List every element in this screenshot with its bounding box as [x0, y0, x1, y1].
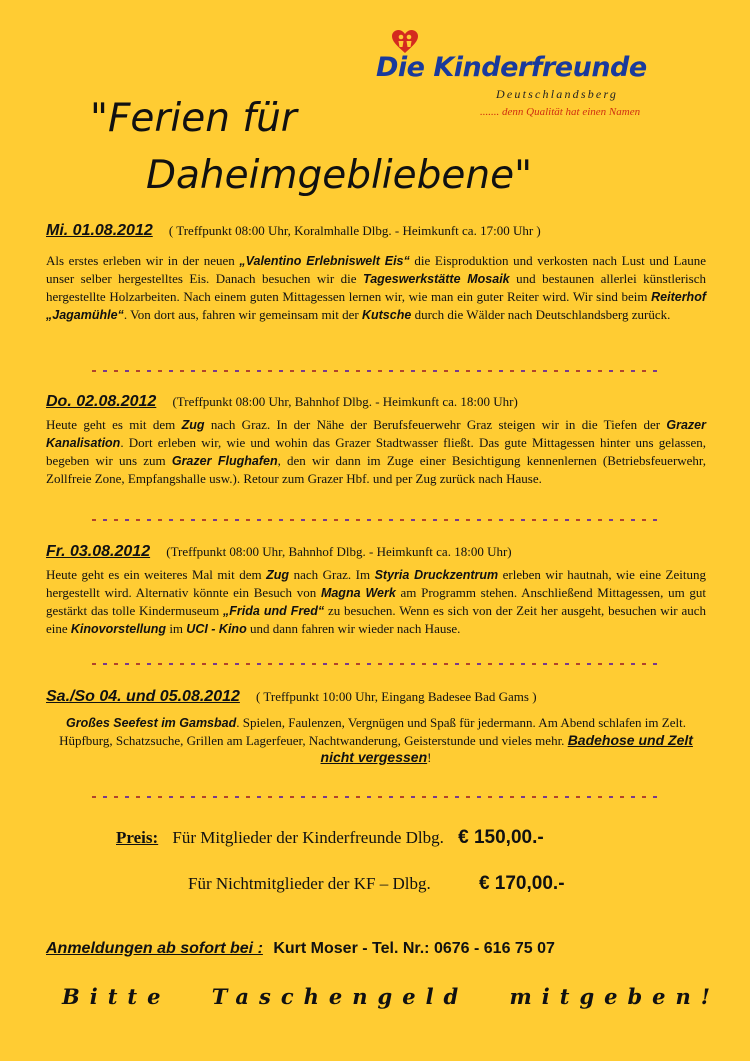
separator-dot	[587, 370, 591, 372]
day-section-3	[46, 543, 706, 638]
separator-dot	[609, 796, 613, 798]
separator-dot	[565, 796, 569, 798]
separator-dot	[488, 796, 492, 798]
separator-dot	[158, 663, 162, 665]
separator-dot	[378, 663, 382, 665]
separator-dot	[411, 370, 415, 372]
separator-dot	[345, 796, 349, 798]
price-nonmembers	[188, 873, 565, 895]
highlight: Kutsche	[361, 308, 412, 322]
logo-wordmark: Die Kinderfreunde	[376, 52, 647, 83]
separator-dot	[653, 796, 657, 798]
separator-dot	[224, 663, 228, 665]
day-section-1	[46, 222, 706, 324]
separator-dot	[169, 519, 173, 521]
separator-dot	[169, 663, 173, 665]
separator-dot	[191, 663, 195, 665]
highlight: Grazer Flughafen	[171, 454, 278, 468]
separator-dot	[653, 370, 657, 372]
separator-dot	[92, 796, 96, 798]
separator-dot	[158, 519, 162, 521]
dotted-separator	[92, 663, 658, 667]
separator-dot	[158, 796, 162, 798]
text: am Programm stehen. Anschließend Mittagessen, um gut gestärkt das tolle Kindermuseum	[46, 585, 706, 618]
separator-dot	[642, 519, 646, 521]
separator-dot	[136, 519, 140, 521]
separator-dot	[389, 519, 393, 521]
separator-dot	[477, 370, 481, 372]
separator-dot	[367, 370, 371, 372]
separator-dot	[653, 519, 657, 521]
title-line-1: "Ferien für	[90, 96, 297, 141]
day-date: Sa./So 04. und 05.08.2012	[46, 688, 240, 705]
separator-dot	[488, 519, 492, 521]
separator-dot	[92, 663, 96, 665]
text: erleben wir hautnah, wie eine Zeitung hergestellt wird. Alternativ könnte ein Besuch von	[46, 567, 706, 600]
separator-dot	[389, 663, 393, 665]
separator-dot	[268, 796, 272, 798]
separator-dot	[114, 519, 118, 521]
separator-dot	[488, 370, 492, 372]
separator-dot	[257, 796, 261, 798]
separator-dot	[114, 663, 118, 665]
day-meeting-info: (Treffpunkt 08:00 Uhr, Bahnhof Dlbg. - Heimkunft ca. 18:00 Uhr)	[166, 544, 512, 559]
separator-dot	[257, 519, 261, 521]
separator-dot	[356, 370, 360, 372]
separator-dot	[554, 663, 558, 665]
text: und bestaunen allerlei künstlerisch hergestellte Holzarbeiten. Nach einem guten Mittagessen lernen wir, wie man ein guter Reiter wird. Wir sind beim	[46, 271, 706, 304]
text: , den wir dann im Zuge einer Besichtigung kennenlernen (Betriebsfeuerwehr, Zollfreie Zone, Empfangshalle usw.). Retour zum Grazer Hbf. und per Zug zurück nach Hause.	[46, 453, 706, 486]
separator-dot	[103, 796, 107, 798]
separator-dot	[290, 519, 294, 521]
separator-dot	[620, 663, 624, 665]
registration-contact: Kurt Moser - Tel. Nr.: 0676 - 616 75 07	[273, 940, 555, 957]
price-nonmembers-text: Für Nichtmitglieder der KF – Dlbg.	[188, 874, 431, 893]
separator-dot	[103, 370, 107, 372]
separator-dot	[191, 796, 195, 798]
separator-dot	[147, 370, 151, 372]
text: nach Graz. In der Nähe der Berufsfeuerwehr Graz steigen wir in die Tiefen der	[204, 417, 667, 432]
highlight: „Valentino Erlebniswelt Eis“	[239, 254, 410, 268]
separator-dot	[246, 370, 250, 372]
day-section-2	[46, 393, 706, 487]
separator-dot	[488, 663, 492, 665]
separator-dot	[356, 519, 360, 521]
day-date: Do. 02.08.2012	[46, 393, 157, 410]
separator-dot	[631, 519, 635, 521]
day-header	[46, 543, 706, 561]
day-header	[46, 393, 706, 411]
separator-dot	[136, 663, 140, 665]
separator-dot	[609, 663, 613, 665]
separator-dot	[521, 796, 525, 798]
separator-dot	[455, 663, 459, 665]
separator-dot	[367, 663, 371, 665]
page-title	[90, 90, 533, 204]
dotted-separator	[92, 796, 658, 800]
separator-dot	[147, 796, 151, 798]
separator-dot	[367, 519, 371, 521]
separator-dot	[290, 370, 294, 372]
separator-dot	[180, 796, 184, 798]
separator-dot	[422, 519, 426, 521]
separator-dot	[400, 370, 404, 372]
separator-dot	[400, 663, 404, 665]
separator-dot	[334, 370, 338, 372]
separator-dot	[158, 370, 162, 372]
highlight: Kinovorstellung	[70, 622, 167, 636]
heart-children-icon	[392, 30, 418, 54]
separator-dot	[136, 370, 140, 372]
separator-dot	[378, 796, 382, 798]
separator-dot	[433, 519, 437, 521]
separator-dot	[257, 663, 261, 665]
separator-dot	[125, 519, 129, 521]
separator-dot	[312, 663, 316, 665]
separator-dot	[169, 370, 173, 372]
highlight: Reiterhof „Jagamühle“	[46, 290, 706, 322]
separator-dot	[543, 796, 547, 798]
separator-dot	[147, 519, 151, 521]
separator-dot	[191, 519, 195, 521]
separator-dot	[290, 663, 294, 665]
day-description	[46, 714, 706, 766]
separator-dot	[301, 370, 305, 372]
separator-dot	[411, 663, 415, 665]
separator-dot	[345, 519, 349, 521]
separator-dot	[301, 796, 305, 798]
separator-dot	[334, 796, 338, 798]
day-meeting-info: (Treffpunkt 08:00 Uhr, Bahnhof Dlbg. - Heimkunft ca. 18:00 Uhr)	[172, 394, 518, 409]
separator-dot	[576, 663, 580, 665]
separator-dot	[521, 519, 525, 521]
separator-dot	[620, 370, 624, 372]
day-header	[46, 222, 706, 240]
separator-dot	[191, 370, 195, 372]
reminder-highlight: Badehose und Zelt nicht vergessen	[320, 732, 693, 765]
day-date: Mi. 01.08.2012	[46, 222, 153, 239]
day-description	[46, 566, 706, 638]
price-nonmembers-amount: € 170,00.-	[478, 873, 565, 894]
highlight: Großes Seefest im Gamsbad	[66, 716, 237, 730]
separator-dot	[642, 663, 646, 665]
separator-dot	[620, 519, 624, 521]
day-date: Fr. 03.08.2012	[46, 543, 151, 560]
separator-dot	[202, 796, 206, 798]
separator-dot	[609, 519, 613, 521]
separator-dot	[499, 663, 503, 665]
separator-dot	[554, 796, 558, 798]
separator-dot	[147, 663, 151, 665]
separator-dot	[532, 663, 536, 665]
text: zu besuchen. Wenn es sich von der Zeit her ausgeht, besuchen wir auch eine	[46, 603, 706, 636]
separator-dot	[576, 519, 580, 521]
price-members-amount: € 150,00.-	[458, 827, 544, 848]
separator-dot	[598, 370, 602, 372]
separator-dot	[455, 796, 459, 798]
separator-dot	[334, 663, 338, 665]
separator-dot	[433, 370, 437, 372]
separator-dot	[620, 796, 624, 798]
separator-dot	[532, 796, 536, 798]
day-header	[46, 688, 706, 706]
separator-dot	[631, 796, 635, 798]
logo-location: Deutschlandsberg	[496, 87, 619, 101]
separator-dot	[202, 663, 206, 665]
day-section-4	[46, 688, 706, 766]
text: Als erstes erleben wir in der neuen	[46, 253, 240, 268]
separator-dot	[356, 663, 360, 665]
separator-dot	[279, 663, 283, 665]
separator-dot	[565, 663, 569, 665]
separator-dot	[224, 519, 228, 521]
separator-dot	[235, 519, 239, 521]
separator-dot	[411, 519, 415, 521]
separator-dot	[202, 519, 206, 521]
separator-dot	[301, 519, 305, 521]
separator-dot	[125, 370, 129, 372]
separator-dot	[411, 796, 415, 798]
separator-dot	[444, 519, 448, 521]
text: und dann fahren wir wieder nach Hause.	[246, 621, 461, 636]
separator-dot	[92, 519, 96, 521]
day-description	[46, 252, 706, 324]
highlight: UCI - Kino	[186, 622, 247, 636]
separator-dot	[279, 519, 283, 521]
separator-dot	[246, 663, 250, 665]
separator-dot	[554, 370, 558, 372]
separator-dot	[587, 663, 591, 665]
separator-dot	[499, 519, 503, 521]
separator-dot	[510, 370, 514, 372]
separator-dot	[400, 519, 404, 521]
separator-dot	[444, 370, 448, 372]
separator-dot	[510, 663, 514, 665]
separator-dot	[532, 370, 536, 372]
separator-dot	[224, 796, 228, 798]
separator-dot	[433, 796, 437, 798]
price-members-text: Für Mitglieder der Kinderfreunde Dlbg.	[172, 828, 444, 847]
separator-dot	[444, 663, 448, 665]
separator-dot	[499, 370, 503, 372]
separator-dot	[510, 519, 514, 521]
separator-dot	[268, 519, 272, 521]
separator-dot	[180, 663, 184, 665]
separator-dot	[345, 370, 349, 372]
separator-dot	[114, 370, 118, 372]
text: !	[427, 750, 432, 765]
price-label: Preis:	[116, 828, 159, 847]
separator-dot	[477, 663, 481, 665]
separator-dot	[477, 796, 481, 798]
separator-dot	[631, 370, 635, 372]
separator-dot	[213, 370, 217, 372]
separator-dot	[367, 796, 371, 798]
separator-dot	[246, 519, 250, 521]
highlight: „Frida und Fred“	[223, 604, 325, 618]
text: Heute geht es ein weiteres Mal mit dem	[46, 567, 267, 582]
dotted-separator	[92, 519, 658, 523]
separator-dot	[213, 519, 217, 521]
separator-dot	[312, 796, 316, 798]
text: nach Graz. Im	[289, 567, 375, 582]
separator-dot	[224, 370, 228, 372]
separator-dot	[466, 663, 470, 665]
separator-dot	[125, 663, 129, 665]
separator-dot	[103, 519, 107, 521]
separator-dot	[268, 663, 272, 665]
separator-dot	[103, 663, 107, 665]
separator-dot	[345, 663, 349, 665]
highlight: Magna Werk	[320, 586, 396, 600]
separator-dot	[554, 519, 558, 521]
separator-dot	[444, 796, 448, 798]
dotted-separator	[92, 370, 658, 374]
highlight: Zug	[266, 568, 290, 582]
separator-dot	[499, 796, 503, 798]
separator-dot	[466, 370, 470, 372]
separator-dot	[356, 796, 360, 798]
separator-dot	[543, 519, 547, 521]
separator-dot	[422, 663, 426, 665]
separator-dot	[543, 663, 547, 665]
separator-dot	[587, 796, 591, 798]
registration-label: Anmeldungen ab sofort bei :	[46, 940, 263, 957]
separator-dot	[180, 519, 184, 521]
separator-dot	[312, 519, 316, 521]
separator-dot	[378, 370, 382, 372]
highlight: Tageswerkstätte Mosaik	[363, 272, 510, 286]
separator-dot	[521, 370, 525, 372]
separator-dot	[301, 663, 305, 665]
separator-dot	[389, 370, 393, 372]
separator-dot	[587, 519, 591, 521]
separator-dot	[422, 796, 426, 798]
title-line-2: Daheimgebliebene"	[146, 153, 533, 198]
separator-dot	[180, 370, 184, 372]
text: . Spielen, Faulenzen, Vergnügen und Spaß für jedermann. Am Abend schlafen im Zelt. Hüpfburg, Schatzsuche, Grillen am Lagerfeuer, Nachtwanderung, Geisterstunde und vieles mehr.	[59, 715, 686, 748]
separator-dot	[268, 370, 272, 372]
highlight: Grazer Kanalisation	[46, 418, 706, 450]
separator-dot	[598, 796, 602, 798]
separator-dot	[455, 519, 459, 521]
pocket-money-reminder: Bitte Taschengeld mitgeben!	[62, 984, 721, 1009]
separator-dot	[532, 519, 536, 521]
separator-dot	[653, 663, 657, 665]
separator-dot	[136, 796, 140, 798]
separator-dot	[631, 663, 635, 665]
separator-dot	[598, 519, 602, 521]
separator-dot	[323, 663, 327, 665]
separator-dot	[642, 370, 646, 372]
separator-dot	[257, 370, 261, 372]
separator-dot	[598, 663, 602, 665]
separator-dot	[246, 796, 250, 798]
separator-dot	[521, 663, 525, 665]
separator-dot	[213, 796, 217, 798]
highlight: Styria Druckzentrum	[374, 568, 499, 582]
separator-dot	[400, 796, 404, 798]
separator-dot	[323, 796, 327, 798]
separator-dot	[202, 370, 206, 372]
separator-dot	[378, 519, 382, 521]
separator-dot	[334, 519, 338, 521]
separator-dot	[290, 796, 294, 798]
separator-dot	[609, 370, 613, 372]
separator-dot	[543, 370, 547, 372]
highlight: Zug	[181, 418, 205, 432]
text: . Von dort aus, fahren wir gemeinsam mit der	[123, 307, 362, 322]
text: Heute geht es mit dem	[46, 417, 182, 432]
separator-dot	[235, 663, 239, 665]
separator-dot	[422, 370, 426, 372]
separator-dot	[642, 796, 646, 798]
text: durch die Wälder nach Deutschlandsberg zurück.	[411, 307, 671, 322]
separator-dot	[312, 370, 316, 372]
registration-line	[46, 940, 555, 958]
separator-dot	[466, 796, 470, 798]
separator-dot	[389, 796, 393, 798]
separator-dot	[235, 370, 239, 372]
separator-dot	[576, 796, 580, 798]
day-meeting-info: ( Treffpunkt 08:00 Uhr, Koralmhalle Dlbg. - Heimkunft ca. 17:00 Uhr )	[168, 223, 541, 238]
separator-dot	[213, 663, 217, 665]
separator-dot	[466, 519, 470, 521]
separator-dot	[576, 370, 580, 372]
separator-dot	[125, 796, 129, 798]
separator-dot	[565, 519, 569, 521]
separator-dot	[169, 796, 173, 798]
separator-dot	[279, 796, 283, 798]
day-meeting-info: ( Treffpunkt 10:00 Uhr, Eingang Badesee Bad Gams )	[256, 689, 537, 704]
separator-dot	[565, 370, 569, 372]
separator-dot	[279, 370, 283, 372]
logo-tagline: ....... denn Qualität hat einen Namen	[480, 106, 641, 118]
separator-dot	[92, 370, 96, 372]
separator-dot	[510, 796, 514, 798]
separator-dot	[477, 519, 481, 521]
separator-dot	[235, 796, 239, 798]
text: die Eisproduktion und verkosten nach Lust und Laune unser selber hergestelltes Eis. Danach besuchen wir die	[46, 253, 706, 286]
separator-dot	[323, 370, 327, 372]
separator-dot	[433, 663, 437, 665]
price-members	[116, 827, 544, 849]
separator-dot	[323, 519, 327, 521]
day-description	[46, 416, 706, 487]
separator-dot	[114, 796, 118, 798]
separator-dot	[455, 370, 459, 372]
text: im	[166, 621, 187, 636]
text: . Dort erleben wir, wie und wohin das Grazer Stadtwasser fließt. Das gute Mittagessen hinter uns gelassen, begeben wir uns zum	[46, 435, 706, 468]
